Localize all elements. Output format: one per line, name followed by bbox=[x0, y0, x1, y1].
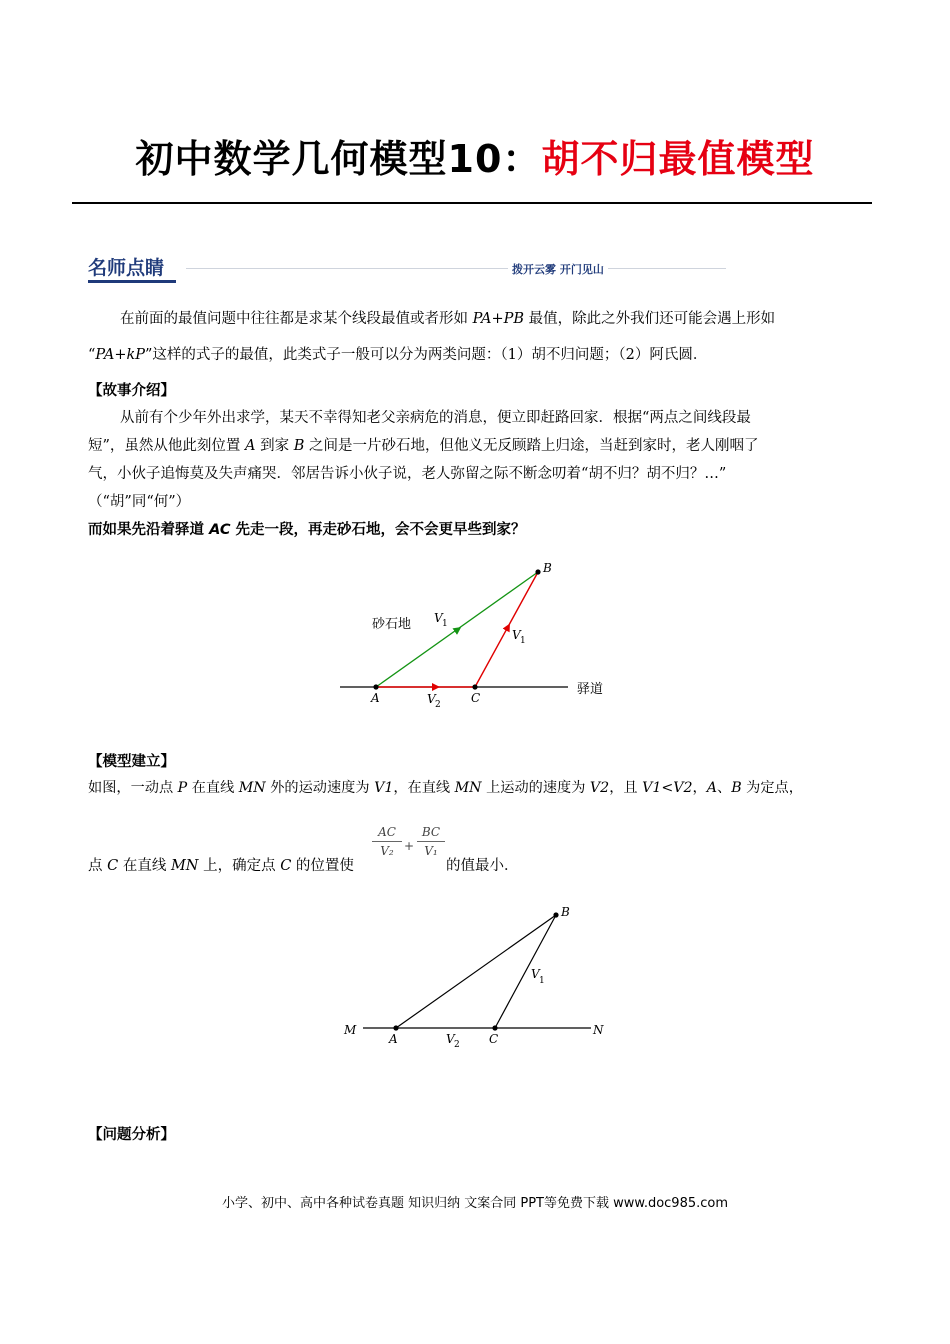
math-var: B bbox=[731, 780, 742, 796]
label-v2-sub: 2 bbox=[454, 1040, 460, 1050]
model-line-2-part2: 的值最小． bbox=[446, 858, 519, 874]
story-text: 到家 bbox=[255, 438, 294, 454]
math-var: V2 bbox=[589, 780, 610, 796]
label-v1: V bbox=[531, 967, 540, 981]
label-N: N bbox=[593, 1023, 604, 1037]
figure-1-diagram bbox=[330, 555, 630, 715]
story-line-4: （“胡”同“何”） bbox=[88, 494, 191, 510]
question-text: 而如果先沿着驿道 bbox=[88, 522, 210, 538]
model-text: 的位置使 bbox=[291, 858, 354, 874]
model-text: ， bbox=[692, 780, 707, 796]
fraction-bc-v1 bbox=[417, 825, 445, 858]
math-var: V1<V2 bbox=[642, 780, 693, 796]
intro-text: 在前面的最值问题中往往都是求某个线段最值或者形如 bbox=[120, 311, 473, 327]
point-B bbox=[535, 569, 540, 574]
story-line-3: 气，小伙子追悔莫及失声痛哭．邻居告诉小伙子说，老人弥留之际不断念叨着“胡不归？胡不归？…” bbox=[88, 466, 727, 482]
label-v2: V bbox=[446, 1032, 455, 1046]
model-line-1 bbox=[88, 778, 803, 798]
model-text: 为定点， bbox=[741, 780, 803, 796]
section-heading-underline bbox=[88, 280, 176, 283]
label-v1-top: V bbox=[434, 611, 443, 625]
label-v2: V bbox=[427, 692, 436, 706]
point-A bbox=[393, 1025, 398, 1030]
label-A: A bbox=[371, 691, 380, 705]
label-v1-sub: 1 bbox=[539, 976, 545, 986]
story-line-2 bbox=[88, 436, 759, 456]
math-var: V1 bbox=[374, 780, 394, 796]
label-v1-top-sub: 1 bbox=[442, 619, 448, 629]
title-rule bbox=[72, 202, 872, 204]
path-CB bbox=[475, 572, 538, 687]
intro-line-1 bbox=[120, 309, 775, 329]
point-A bbox=[373, 684, 378, 689]
label-v2-sub: 2 bbox=[435, 700, 441, 710]
model-text: 上运动的速度为 bbox=[481, 780, 590, 796]
story-text: 之间是一片砂石地，但他义无反顾踏上归途，当赶到家时，老人刚咽了 bbox=[304, 438, 759, 454]
fraction-bar bbox=[417, 841, 445, 842]
page-footer: 小学、初中、高中各种试卷真题 知识归纳 文案合同 PPT等免费下载 www.doc985.com bbox=[221, 1196, 729, 1211]
model-text: 点 bbox=[88, 858, 108, 874]
story-text: 短”，虽然从他此刻位置 bbox=[88, 438, 246, 454]
label-A: A bbox=[389, 1032, 398, 1046]
label-M: M bbox=[344, 1023, 357, 1037]
point-label: B bbox=[293, 438, 305, 454]
model-text: 在直线 bbox=[118, 858, 171, 874]
model-text: 如图，一动点 bbox=[88, 780, 178, 796]
label-road: 驿道 bbox=[577, 682, 604, 697]
story-line-1: 从前有个少年外出求学，某天不幸得知老父亲病危的消息，便立即赶路回家．根据“两点之间线段最 bbox=[120, 410, 751, 426]
fraction-numerator: BC bbox=[421, 825, 441, 839]
intro-expr: PA+kP bbox=[95, 347, 146, 363]
model-text: 上，确定点 bbox=[198, 858, 281, 874]
model-line-2-part1 bbox=[88, 856, 354, 876]
label-B: B bbox=[561, 905, 570, 919]
model-text: ，在直线 bbox=[393, 780, 455, 796]
segment-CB bbox=[495, 915, 556, 1028]
label-gravel: 砂石地 bbox=[372, 617, 412, 632]
math-var: P bbox=[177, 780, 188, 796]
point-C bbox=[472, 684, 477, 689]
segment-label: AC bbox=[209, 522, 231, 538]
label-C: C bbox=[471, 691, 481, 705]
point-label: A bbox=[245, 438, 256, 454]
label-v1-right-sub: 1 bbox=[520, 636, 526, 646]
math-var: MN bbox=[454, 780, 482, 796]
label-C: C bbox=[489, 1032, 499, 1046]
math-var: A bbox=[706, 780, 717, 796]
math-var: C bbox=[107, 858, 119, 874]
model-heading: 【模型建立】 bbox=[88, 754, 175, 770]
intro-text: 最值，除此之外我们还可能会遇上形如 bbox=[524, 311, 776, 327]
label-B: B bbox=[543, 561, 552, 575]
point-C bbox=[492, 1025, 497, 1030]
model-text: 、 bbox=[716, 780, 732, 796]
fraction-bar bbox=[372, 841, 402, 842]
point-B bbox=[553, 912, 558, 917]
question-text: 先走一段，再走砂石地，会不会更早些到家？ bbox=[230, 522, 526, 538]
math-var: C bbox=[280, 858, 292, 874]
label-v1-right: V bbox=[512, 628, 521, 642]
figure-2-diagram bbox=[335, 900, 620, 1060]
intro-line-2 bbox=[88, 345, 707, 365]
math-var: MN bbox=[170, 858, 199, 874]
plus-sign: + bbox=[404, 839, 415, 853]
page-title bbox=[0, 128, 950, 183]
section-motto: 拨开云雾 开门见山 bbox=[508, 261, 608, 277]
analysis-heading: 【问题分析】 bbox=[88, 1127, 175, 1143]
fraction-ac-v2 bbox=[372, 825, 402, 858]
fraction-numerator: AC bbox=[378, 825, 396, 839]
fraction-denominator: V₁ bbox=[424, 844, 438, 858]
title-red: 胡不归最值模型 bbox=[541, 137, 815, 181]
intro-expr: PA+PB bbox=[472, 311, 525, 327]
math-var: MN bbox=[238, 780, 266, 796]
section-heading: 名师点睛 bbox=[88, 257, 165, 279]
section-divider bbox=[186, 268, 726, 269]
model-text: 在直线 bbox=[187, 780, 239, 796]
story-heading: 【故事介绍】 bbox=[88, 383, 175, 399]
fraction-denominator: V₂ bbox=[380, 844, 394, 858]
title-black: 初中数学几何模型10： bbox=[135, 137, 542, 181]
model-text: ，且 bbox=[609, 780, 643, 796]
intro-text: “ bbox=[88, 347, 96, 363]
intro-text: ”这样的式子的最值，此类式子一般可以分为两类问题：（1）胡不归问题；（2）阿氏圆． bbox=[145, 347, 708, 363]
story-question bbox=[88, 520, 526, 540]
model-text: 外的运动速度为 bbox=[265, 780, 375, 796]
